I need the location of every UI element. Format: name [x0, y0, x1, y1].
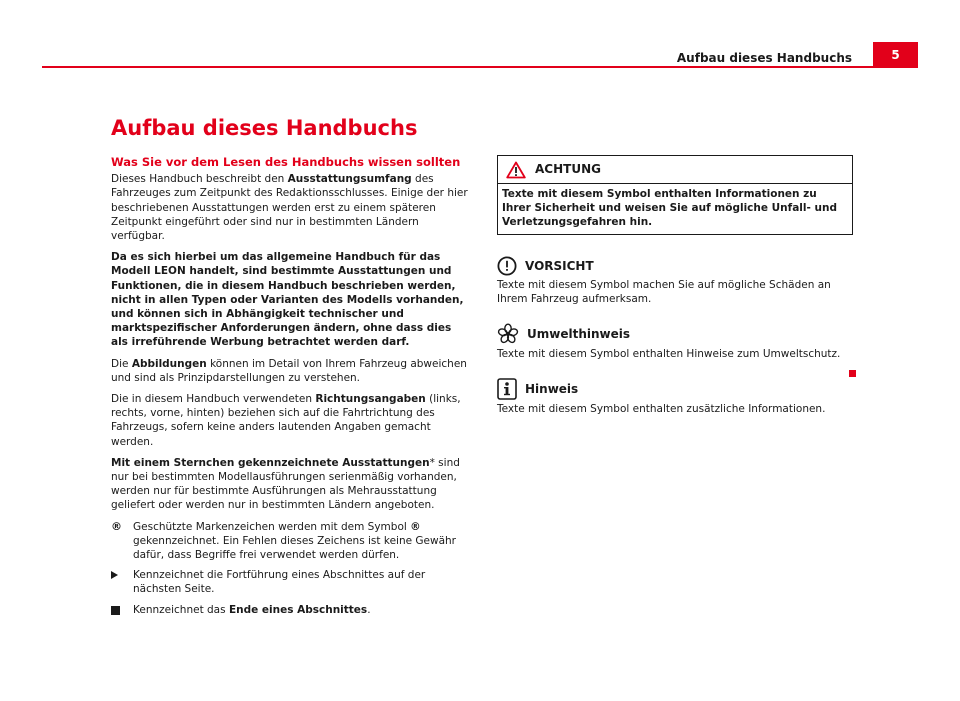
paragraph-disclaimer: Da es sich hierbei um das allgemeine Handbuch für das Modell LEON handelt, sind bestimmte Ausstattungen und Funktionen, die in diesem Handbuch beschrieben werden, nicht in allen Typen oder Varianten des Modells vorhanden, und können sich in Abhängigkeit technischer und marktspezifischer Anforderungen ändern, ohne dass dies als irreführende Werbung betrachtet werden darf. — [111, 251, 464, 349]
paragraph-scope: Dieses Handbuch beschreibt den Ausstattungsumfang des Fahrzeuges zum Zeitpunkt des Redaktionsschlusses. Einige der hier beschriebenen Ausstattungen werden erst zu einem späteren Zeitpunkt eingeführt oder sind nur in bestimmten Ländern verfügbar. — [111, 173, 468, 243]
hinweis-notice — [497, 378, 853, 416]
square-icon — [111, 606, 120, 615]
triangle-right-icon — [111, 571, 118, 579]
vorsicht-text: Texte mit diesem Symbol machen Sie auf mögliche Schäden an Ihrem Fahrzeug aufmerksam. — [497, 278, 831, 305]
registered-mark-icon: ® — [111, 519, 122, 533]
hinweis-text: Texte mit diesem Symbol enthalten zusätzliche Informationen. — [497, 403, 826, 416]
legend-item-continuation: Kennzeichnet die Fortführung eines Abschnittes auf der nächsten Seite. — [111, 568, 469, 596]
paragraph-illustrations: Die Abbildungen können im Detail von Ihrem Fahrzeug abweichen und sind als Prinzipdarstellungen zu verstehen. — [111, 357, 467, 384]
right-column — [497, 155, 853, 416]
header-rule — [42, 66, 918, 68]
legend-item-trademark: ® Geschützte Markenzeichen werden mit dem Symbol ® gekennzeichnet. Ein Fehlen dieses Zeichens ist keine Gewähr dafür, dass Begriffe frei verwendet werden dürfen. — [111, 519, 456, 562]
section-heading: Was Sie vor dem Lesen des Handbuchs wissen sollten — [111, 155, 461, 169]
achtung-box — [497, 155, 853, 235]
paragraph-directions: Die in diesem Handbuch verwendeten Richtungsangaben (links, rechts, vorne, hinten) beziehen sich auf die Fahrtrichtung des Fahrzeugs, sofern keine anders lautenden Angaben gemacht werden. — [111, 393, 461, 448]
running-header-title: Aufbau dieses Handbuchs — [676, 51, 852, 65]
left-column — [111, 155, 469, 625]
section-end-mark — [849, 370, 856, 377]
vorsicht-notice — [497, 256, 853, 306]
achtung-text: Texte mit diesem Symbol enthalten Informationen zu Ihrer Sicherheit und weisen Sie auf mögliche Unfall- und Verletzungsgefahren hin. — [502, 188, 837, 229]
warning-triangle-icon — [506, 161, 526, 179]
flower-icon — [497, 323, 519, 345]
exclamation-circle-icon — [497, 256, 517, 276]
umwelt-text: Texte mit diesem Symbol enthalten Hinweise zum Umweltschutz. — [497, 348, 841, 361]
umwelt-notice — [497, 323, 853, 361]
info-icon — [497, 378, 517, 400]
page-number: 5 — [873, 42, 918, 68]
vorsicht-label: VORSICHT — [525, 258, 594, 273]
paragraph-asterisk: Mit einem Sternchen gekennzeichnete Ausstattungen* sind nur bei bestimmten Modellausführungen serienmäßig vorhanden, werden nur für bestimmte Ausführungen als Mehrausstattung geliefert oder werden nur in bestimmten Ländern angeboten. — [111, 456, 460, 512]
hinweis-label: Hinweis — [525, 382, 579, 397]
legend-item-section-end: Kennzeichnet das Ende eines Abschnittes. — [111, 603, 469, 619]
page-title: Aufbau dieses Handbuchs — [111, 116, 418, 140]
umwelt-label: Umwelthinweis — [527, 326, 631, 341]
achtung-label: ACHTUNG — [535, 162, 601, 177]
